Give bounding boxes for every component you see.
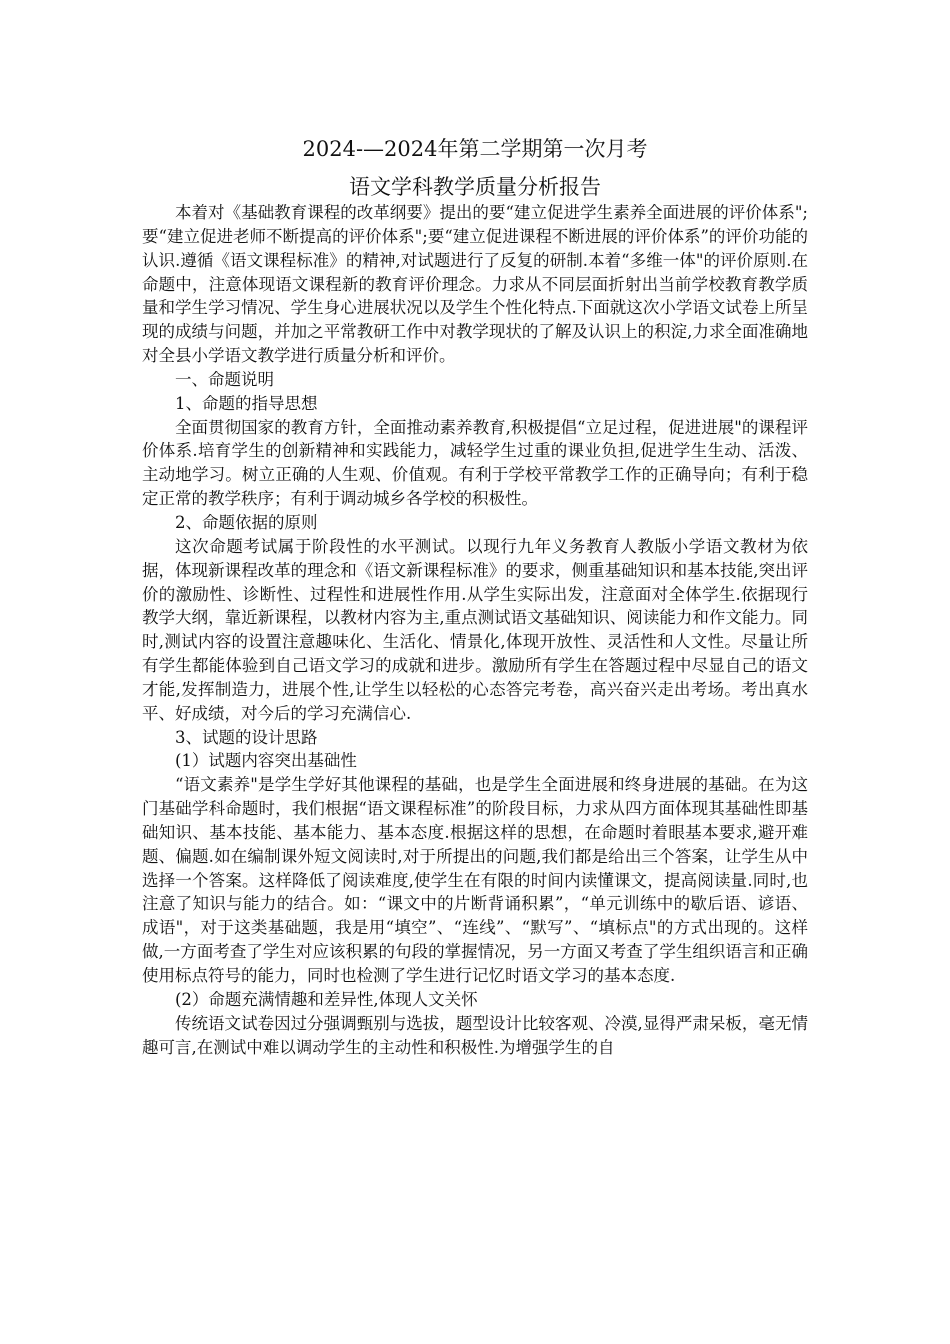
- subsection-heading-3: 3、试题的设计思路: [175, 727, 318, 747]
- point-paragraph-1: “语文素养"是学生学好其他课程的基础，也是学生全面进展和终身进展的基础。在为这门基础学科命题时，我们根据“语文课程标准”的阶段目标，力求从四方面体现其基础性即基础知识、基本技能、基本能力、基本态度.根据这样的思想，在命题时着眼基本要求,避开难题、偏题.如在编制课外短文阅读时,对于所提出的问题,我们都是给出三个答案，让学生从中选择一个答案。这样降低了阅读难度,使学生在有限的时间内读懂课文，提高阅读量.同时,也注意了知识与能力的结合。如：“课文中的片断背诵积累”，“单元训练中的歇后语、谚语、成语"，对于这类基础题，我是用“填空”、“连线”、“默写”、“填标点"的方式出现的。这样做,一方面考查了学生对应该积累的句段的掌握情况，另一方面又考查了学生组织语言和正确使用标点符号的能力，同时也检测了学生进行记忆时语文学习的基本态度.: [142, 775, 808, 985]
- point-heading-2: (2）命题充满情趣和差异性,体现人文关怀: [175, 989, 478, 1009]
- subsection-paragraph-1: 全面贯彻国家的教育方针，全面推动素养教育,积极提倡“立足过程，促进进展"的课程评价体系.培育学生的创新精神和实践能力，减轻学生过重的课业负担,促进学生生动、活泼、主动地学习。树立正确的人生观、价值观。有利于学校平常教学工作的正确导向；有利于稳定正常的教学秩序；有利于调动城乡各学校的积极性。: [142, 417, 808, 509]
- point-heading-1: (1）试题内容突出基础性: [175, 751, 357, 771]
- intro-paragraph: 本着对《基础教育课程的改革纲要》提出的要“建立促进学生素养全面进展的评价体系";要“建立促进老师不断提高的评价体系";要“建立促进课程不断进展的评价体系”的评价功能的认识.遵循《语文课程标准》的精神,对试题进行了反复的研制.本着“多维一体"的评价原则.在命题中，注意体现语文课程新的教育评价理念。力求从不同层面折射出当前学校教育教学质量和学生学习情况、学生身心进展状况以及学生个性化特点.下面就这次小学语文试卷上所呈现的成绩与问题，并加之平常教研工作中对教学现状的了解及认识上的积淀,力求全面准确地对全县小学语文教学进行质量分析和评价。: [142, 203, 808, 366]
- document-title-line1: 2024-—2024年第二学期第一次月考: [302, 137, 648, 161]
- section-heading-1: 一、命题说明: [175, 369, 274, 389]
- point-paragraph-2: 传统语文试卷因过分强调甄别与选拔，题型设计比较客观、冷漠,显得严肃呆板，毫无情趣可言,在测试中难以调动学生的主动性和积极性.为增强学生的自: [142, 1013, 808, 1057]
- document-title-line2: 语文学科教学质量分析报告: [349, 175, 601, 199]
- document-body: [142, 201, 808, 1059]
- subsection-heading-2: 2、命题依据的原则: [175, 512, 318, 532]
- subsection-paragraph-2: 这次命题考试属于阶段性的水平测试。以现行九年义务教育人教版小学语文教材为依据，体现新课程改革的理念和《语文新课程标准》的要求，侧重基础知识和基本技能,突出评价的激励性、诊断性、过程性和进展性作用.从学生实际出发，注意面对全体学生.依据现行教学大纲，靠近新课程，以教材内容为主,重点测试语文基础知识、阅读能力和作文能力。同时,测试内容的设置注意趣味化、生活化、情景化,体现开放性、灵活性和人文性。尽量让所有学生都能体验到自己语文学习的成就和进步。激励所有学生在答题过程中尽显自己的语文才能,发挥制造力，进展个性,让学生以轻松的心态答完考卷，高兴奋兴走出考场。考出真水平、好成绩，对今后的学习充满信心.: [142, 536, 808, 723]
- subsection-heading-1: 1、命题的指导思想: [175, 393, 318, 413]
